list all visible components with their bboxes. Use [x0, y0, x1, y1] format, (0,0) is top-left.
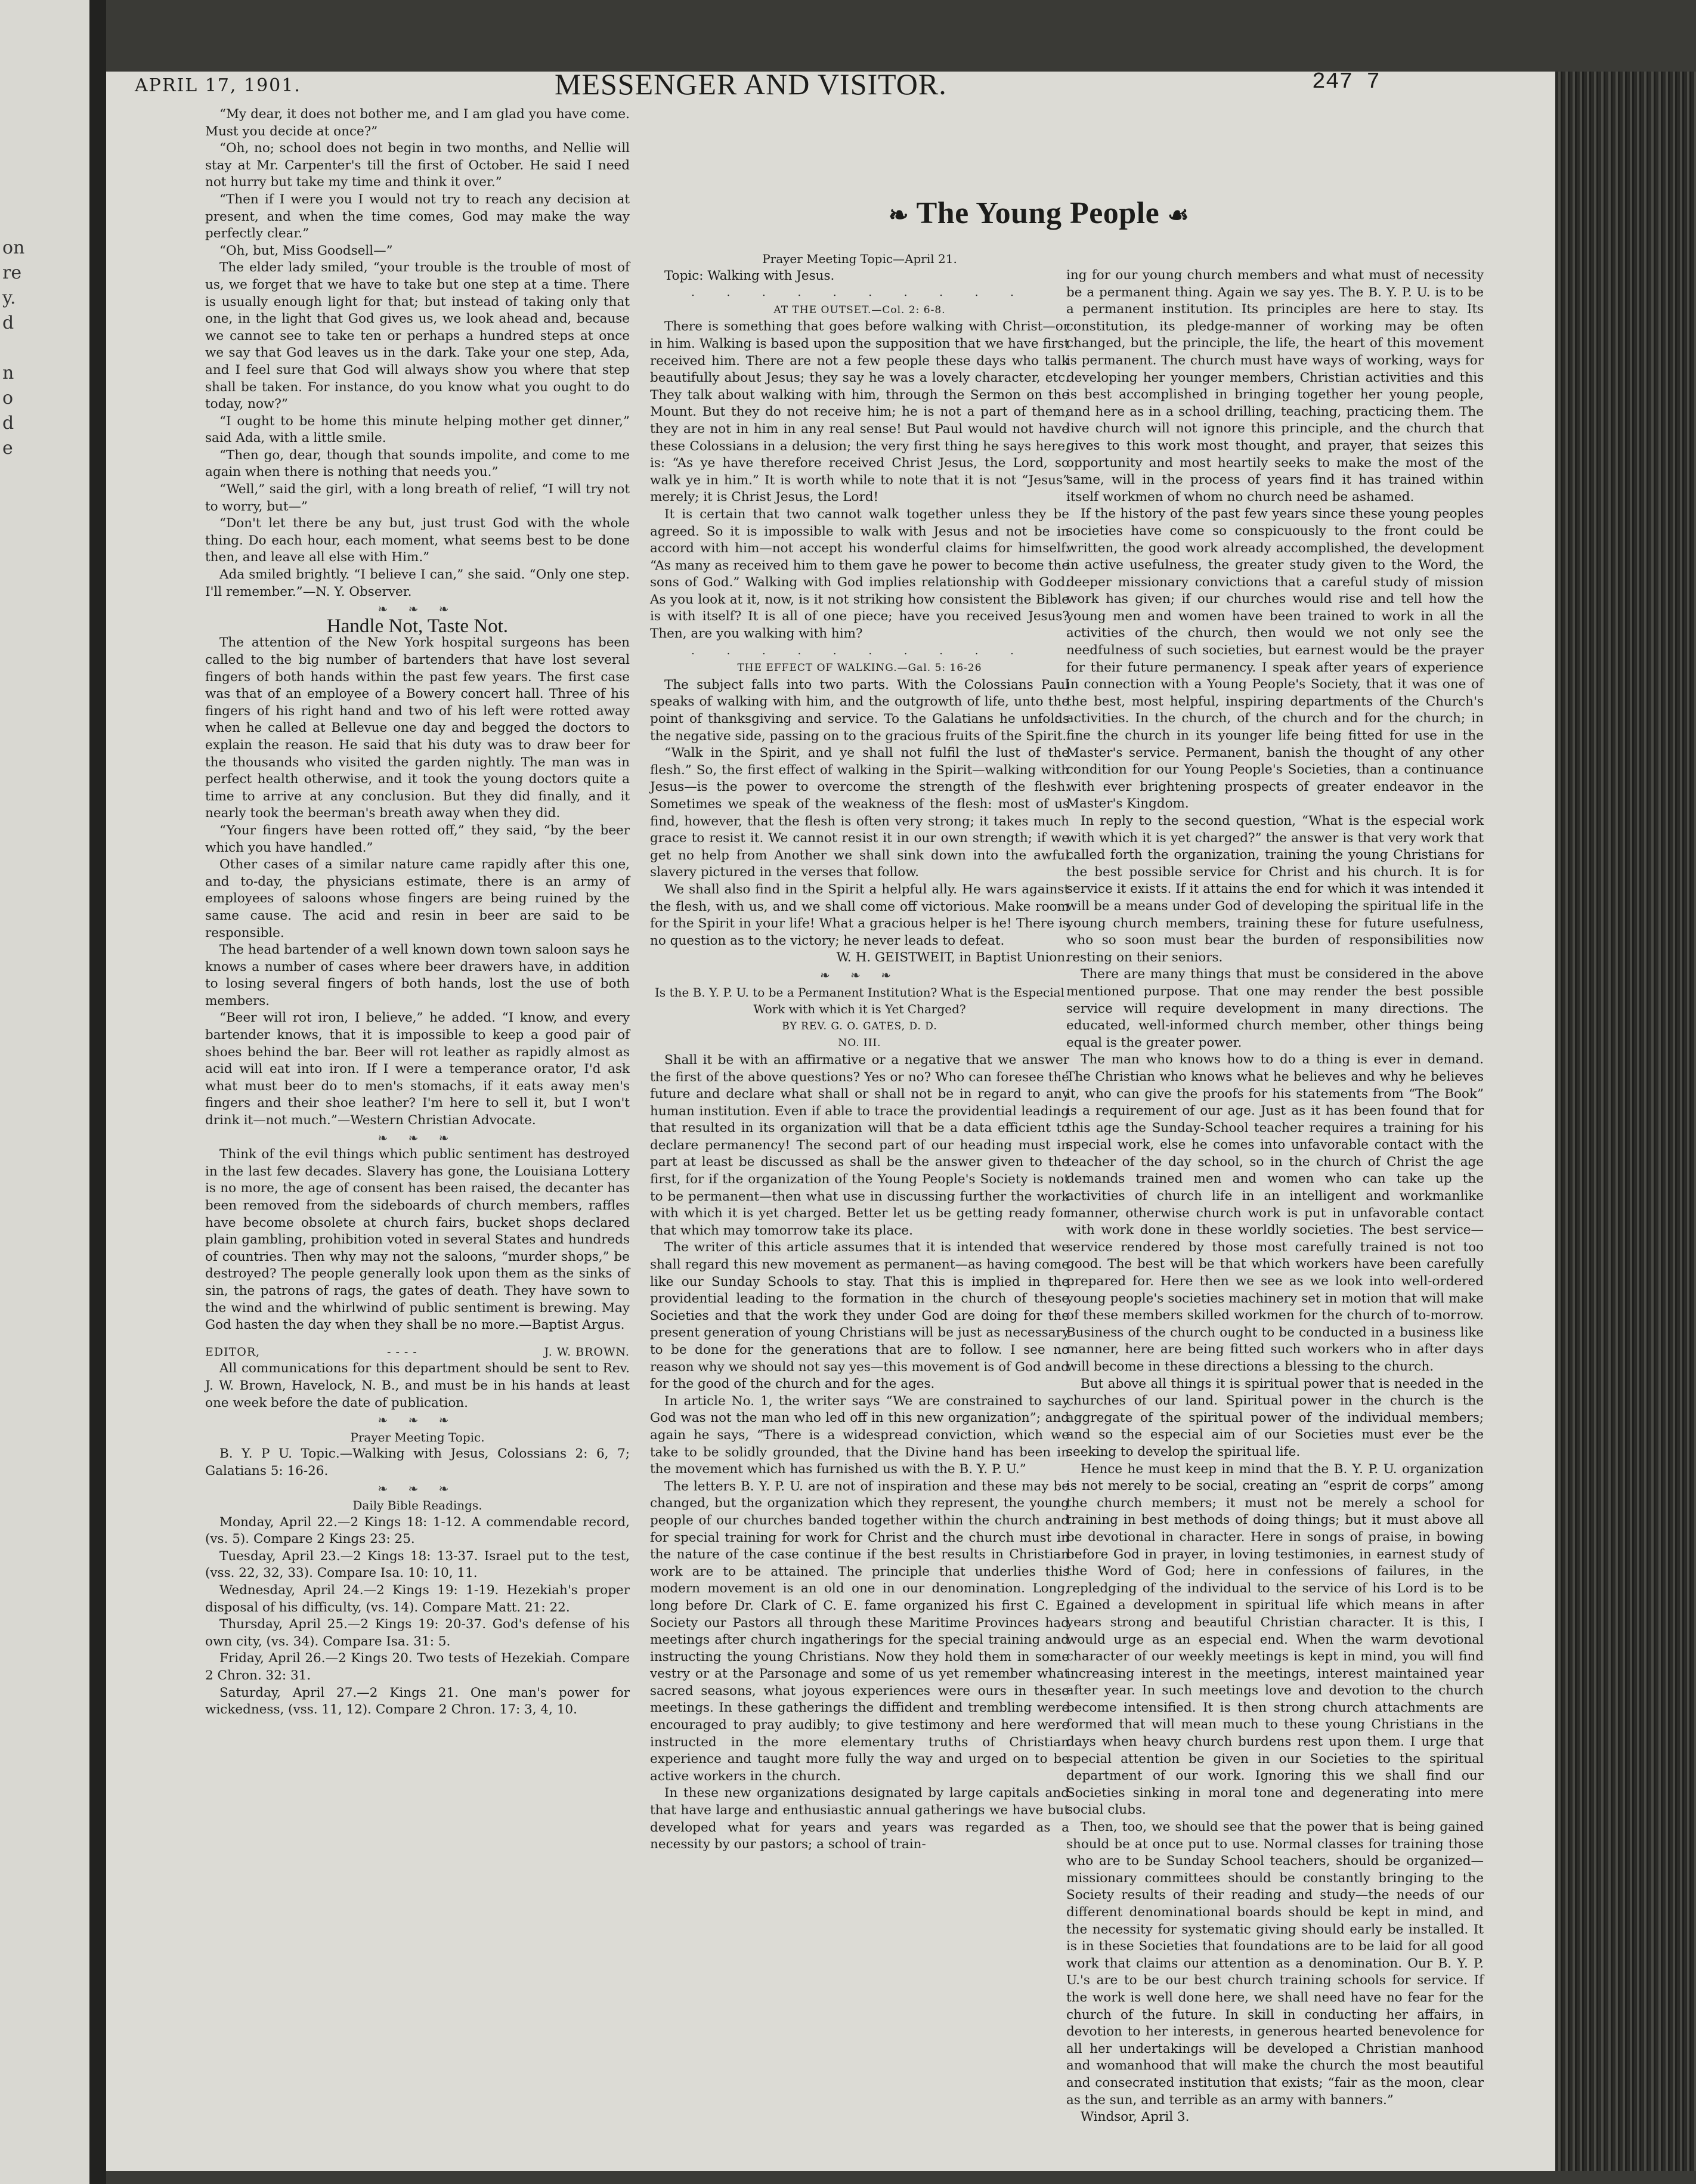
story-paragraph: The elder lady smiled, “your trouble is the trouble of most of us, we forget that we have to take but one step at a time. There is usually enough light for that; but instead of taking only that one, in the light that God gives us, we look ahead and, because we cannot see to take ten or perhaps a hundred steps at once we say that God leaves us in the dark. Take your one step, Ada, and I feel sure that God will always show you where that step shall be taken. For instance, do you know what you ought to do today, now?” [205, 260, 630, 412]
story-paragraph: “Oh, no; school does not begin in two months, and Nellie will stay at Mr. Carpenter's till the first of October. He said I need not hurry but take my time and think it over.” [205, 141, 630, 190]
section-caption: AT THE OUTSET.—Col. 2: 6-8. [773, 304, 946, 316]
article-number: NO. III. [838, 1037, 881, 1050]
column-3 [1066, 267, 1484, 2126]
masthead: MESSENGER AND VISITOR. [555, 67, 947, 101]
page-stack-edge [1555, 72, 1696, 2171]
article-heading: Handle Not, Taste Not. [326, 615, 509, 637]
article-paragraph: The head bartender of a well known down town saloon says he knows a number of cases where beer drawers have, in addition to losing several fingers of both hands, lost the use of both members. [205, 942, 630, 1009]
column-2 [650, 250, 1069, 1854]
ornament-divider: ❧ ❧ ❧ [377, 1130, 457, 1145]
fleuron-icon: ❧ [889, 202, 909, 228]
signature: W. H. GEISTWEIT, in Baptist Union. [836, 950, 1069, 966]
prev-page-fragment: y. [2, 287, 16, 308]
subheading: Daily Bible Readings. [352, 1498, 482, 1513]
department-title-text: The Young People [916, 196, 1160, 230]
topic-line: Topic: Walking with Jesus. [664, 268, 835, 283]
department-title [889, 196, 1189, 231]
prev-page-fragment: o [2, 388, 14, 409]
article-paragraph: It is certain that two cannot walk together unless they be agreed. So it is impossible to walk with Jesus and not be in accord with him—not accept his wonderful claims for himself. “As many as received him to them gave he power to become the sons of God.” Walking with God implies relationship with God. As you look at it, now, is it not striking how consistent the Bible is with itself? It is all of one piece; have you received Jesus? Then, are you walking with him? [650, 506, 1069, 642]
article-paragraph: In these new organizations designated by large capitals and that have large and enthusiastic annual gatherings we have but developed what for years and years was regarded as a necessity by our pastors; a school of train- [650, 1786, 1069, 1852]
subheading: Prayer Meeting Topic. [350, 1430, 485, 1444]
prev-page-fragment: re [2, 262, 22, 283]
article-title: Is the B. Y. P. U. to be a Permanent Institution? What is the Especial Work with which it is Yet Charged? [655, 985, 1064, 1017]
editor-name: J. W. BROWN. [544, 1345, 630, 1359]
dotted-divider: . . . . . . . . . . [691, 286, 1028, 299]
story-paragraph: “Don't let there be any but, just trust God with the whole thing. Do each hour, each moment, what seems best to be done then, and leave all else with Him.” [205, 516, 630, 565]
prev-page-fragment: d [2, 313, 14, 333]
article-paragraph: Other cases of a similar nature came rapidly after this one, and to-day, the physicians estimate, there is an army of employees of saloons whose fingers are being ruined by the same cause. The acid and resin in beer are said to be responsible. [205, 857, 630, 941]
ornament-divider: ❧ ❧ ❧ [377, 1413, 457, 1428]
article-paragraph: Then, too, we should see that the power that is being gained should be at once put to use. Normal classes for training those who are to be Sunday School teachers, should be organized—missionary committees should be constantly bringing to the Society results of their reading and study—the needs of our different denominational boards should be kept in mind, and the necessity for systematic giving should early be installed. It is in these Societies that foundations are to be laid for all good work that claims our attention as a denomination. Our B. Y. P. U.'s are to be our best church training schools for service. If the work is well done here, we shall need have no fear for the church of the future. In skill in conducting her affairs, in devotion to her interests, in generous hearted benevolence for all her undertakings will be developed a Christian manhood and womanhood that will make the church the most beautiful and consecrated institution that exists; “fair as the moon, clear as the sun, and terrible as an army with banners.” [1066, 1820, 1484, 2108]
reading-item: Thursday, April 25.—2 Kings 19: 20-37. God's defense of his own city, (vs. 34). Compare Isa. 31: 5. [205, 1617, 630, 1649]
article-paragraph: Hence he must keep in mind that the B. Y. P. U. organization is not merely to be social, creating an “esprit de corps” among the church members; it must not be merely a school for training in best methods of doing things; but it must above all be devotional in character. Here in songs of praise, in bowing before God in prayer, in loving testimonies, in earnest study of the Word of God; here in confessions of failures, in the repledging of the individual to the service of his Lord is to be gained a development in spiritual life which means in after years strong and beautiful Christian character. It is this, I would urge as an especial end. When the warm devotional character of our weekly meetings is kept in mind, you will find increasing interest in the meetings, interest maintained year after year. In such meetings love and devotion to the church become intensified. It is then strong church attachments are formed that will mean much to these young Christians in the days when heavy church burdens rest upon them. I urge that special attention be given in our Societies to the spiritual department of our work. Ignoring this we shall find our Societies sinking in moral tone and degenerating into mere social clubs. [1066, 1461, 1484, 1818]
article-paragraph: “Walk in the Spirit, and ye shall not fulfil the lust of the flesh.” So, the first effect of walking in the Spirit—walking with Jesus—is the power to overcome the strength of the flesh. Sometimes we speak of the weakness of the flesh: most of us find, however, that the flesh is often very strong; it takes much grace to resist it. We cannot resist it in our own strength; if we get no help from Another we shall sink down into the awful slavery pictured in the verses that follow. [650, 745, 1069, 880]
prev-page-fragment: d [2, 413, 14, 434]
page-number: 247 7 [1312, 69, 1381, 95]
article-paragraph: “Your fingers have been rotted off,” they said, “by the beer which you have handled.” [205, 822, 630, 855]
article-paragraph: In reply to the second question, “What is the especial work with which it is yet charged?” the answer is that very work that called forth the organization, training the young Christians for the best possible service for Christ and his church. It is for service it exists. If it attains the end for which it was intended it will be a means under God of developing the spiritual life in the young church members, training these for future usefulness, who so soon must bear the burden of responsibilities now resting on their seniors. [1066, 813, 1484, 965]
editor-line [205, 1344, 630, 1361]
article-paragraph: “Beer will rot iron, I believe,” he added. “I know, and every bartender knows, that it is impossible to keep a good pair of shoes behind the bar. Beer will rot leather as rapidly almost as acid will eat into iron. If I were a temperance orator, I'd ask what must beer do to men's stomachs, if it eats away men's fingers and their shoe leather? I'm here to sell it, but I won't drink it—not much.”—Western Christian Advocate. [205, 1010, 630, 1128]
article-paragraph: ing for our young church members and what must of necessity be a permanent thing. Again we say yes. The B. Y. P. U. is to be a permanent institution. Its principles are here to stay. Its constitution, its pledge-manner of working may be often changed, but the principle, the life, the heart of this movement is permanent. The church must have ways of working, ways for developing her younger members, Christian activities and this is best accomplished in bringing together her young people, and here as in a school drilling, teaching, practicing them. The live church will not ignore this principle, and the church that gives to this work most thought, and prayer, that seizes this opportunity and most heartily seeks to make the most of the same, will in the process of years find it has trained within itself workmen of whom no church need be ashamed. [1066, 268, 1484, 505]
article-paragraph: There are many things that must be considered in the above mentioned purpose. That one may render the best possible service will require development in many directions. The educated, well-informed church member, other things being equal is the greater power. [1066, 967, 1484, 1050]
article-paragraph: The man who knows how to do a thing is ever in demand. The Christian who knows what he believes and why he believes it, who can give the proofs for his statements from “The Book” is a requirement of our age. Just as it has been found that for this age the Sunday-School teacher requires a training for his special work, else he comes into unfavorable contact with the teacher of the day school, so in the church of Christ the age demands trained men and women who can take up the activities of church life in an intelligent and workmanlike manner, otherwise church work is put in unfavorable contact with work done in these worldly societies. The best service—service rendered by those most carefully trained is not too good. The best will be that which workers have been carefully prepared for. Here then we see as we look into well-ordered young people's societies machinery set in motion that will make of these members skilled workmen for the church of to-morrow. Business of the church ought to be conducted in a business like manner, here are being fitted such workers who in after days will become in these directions a blessing to the church. [1066, 1052, 1484, 1374]
story-paragraph: Ada smiled brightly. “I believe I can,” she said. “Only one step. I'll remember.”—N. Y. Observer. [205, 567, 630, 599]
reading-item: Wednesday, April 24.—2 Kings 19: 1-19. Hezekiah's proper disposal of his difficulty, (vs. 14). Compare Matt. 21: 22. [205, 1583, 630, 1615]
story-paragraph: “Oh, but, Miss Goodsell—” [219, 243, 393, 258]
reading-item: Monday, April 22.—2 Kings 18: 1-12. A commendable record, (vs. 5). Compare 2 Kings 23: 25. [205, 1514, 630, 1547]
ornament-divider: ❧ ❧ ❧ [377, 602, 457, 617]
ornament-divider: ❧ ❧ ❧ [820, 967, 899, 982]
article-paragraph: There is something that goes before walking with Christ—or in him. Walking is based upon the supposition that we have first received him. There are not a few people these days who talk beautifully about Jesus; they say he was a lovely character, etc. They talk about walking with him, through the Sermon on the Mount. But they do not receive him; he is not a part of them; they are not in him in any real sense! But Paul would not have these Colossians in a delusion; the very first thing he says here, is: “As ye have therefore received Christ Jesus, the Lord, so walk ye in him.” It is worth while to note that it is not “Jesus” merely; it is Christ Jesus, the Lord! [650, 319, 1069, 505]
story-paragraph: “Well,” said the girl, with a long breath of relief, “I will try not to worry, but—” [205, 482, 630, 514]
topic-text: B. Y. P U. Topic.—Walking with Jesus, Colossians 2: 6, 7; Galatians 5: 16-26. [205, 1446, 630, 1478]
prev-page-fragment: e [2, 438, 13, 459]
dotted-divider: . . . . . . . . . . [691, 644, 1028, 657]
article-paragraph: If the history of the past few years since these young peoples societies have come so conspicuously to the front could be written, the good work already accomplished, the development in active usefulness, the greater study given to the Word, the deeper missionary convictions that a careful study of mission work has given; if our churches would rise and tell how the young men and women have been trained to work in all the activities of the church, then would we not only see the needfulness of such societies, but earnest would be the prayer for their future permanency. I speak after years of experience in connection with a Young People's Society, that it was one of the best, most helpful, inspiring departments of the Church's activities. In the church, of the church and for the church; in fine the church in its younger life being fitted for use in the Master's service. Permanent, banish the thought of any other condition for our Young People's Societies, than a continuance with ever brightening prospects of greater endeavor in the Master's Kingdom. [1066, 506, 1484, 812]
fleuron-icon: ☙ [1167, 202, 1190, 228]
article-paragraph: Shall it be with an affirmative or a negative that we answer the first of the above questions? Yes or no? Who can foresee the future and declare what shall or shall not be in regard to any human institution. Even if able to trace the providential leading that resulted in its organization will that be a data efficient to declare permanency! The second part of our heading must in part at least be discussed as shall be the answer given to the first, for if the organization of the Young People's Society is not to be permanent—then what use in discussing further the work with which it is yet charged. Better let us be getting ready for that which may tomorrow take its place. [650, 1052, 1069, 1238]
editor-dashes: - - - - [387, 1345, 417, 1359]
story-paragraph: “My dear, it does not bother me, and I am glad you have come. Must you decide at once?” [205, 107, 630, 139]
reading-item: Friday, April 26.—2 Kings 20. Two tests of Hezekiah. Compare 2 Chron. 32: 31. [205, 1651, 630, 1684]
article-paragraph: But above all things it is spiritual power that is needed in the churches of our land. Spiritual power in the church is the aggregate of the spiritual power of the individual members; and so the especial aim of our Societies must ever be the seeking to develop the spiritual life. [1066, 1376, 1484, 1459]
article-paragraph: Think of the evil things which public sentiment has destroyed in the last few decades. Slavery has gone, the Louisiana Lottery is no more, the age of consent has been raised, the decanter has been removed from the sideboards of church members, raffles have become obsolete at church fairs, bucket shops declared plain gambling, prohibition voted in several States and hundreds of countries. Then why may not the saloons, “murder shops,” be destroyed? The people generally look upon them as the sinks of sin, the patrons of rags, the gates of death. They have sown to the wind and the whirlwind of public sentiment is brewing. May God hasten the day when they shall be no more.—Baptist Argus. [205, 1147, 630, 1333]
binding-gutter [89, 0, 106, 2184]
prev-page-fragment: n [2, 363, 14, 383]
reading-item: Saturday, April 27.—2 Kings 21. One man's power for wickedness, (vss. 11, 12). Compare 2 Chron. 17: 3, 4, 10. [205, 1685, 630, 1718]
article-paragraph: The letters B. Y. P. U. are not of inspiration and these may be changed, but the organization which they represent, the young people of our churches banded together within the church and for special training for work for Christ and the church must in the nature of the case continue if the best results in Christian work are to be attained. The principle that underlies this modern movement is an old one in our denomination. Long, long before Dr. Clark of C. E. fame organized his first C. E. Society our Pastors all through these Maritime Provinces had meetings after church ingatherings for the special training and instructing the young Christians. Now they hold them in some vestry or at the Parsonage and some of us yet remember what sacred seasons, what joyous experiences were ours in these meetings. In these gatherings the diffident and trembling were encouraged to pray audibly; to give testimony and here were instructed in the more elementary truths of Christian experience and taught more fully the way and urged on to be active workers in the church. [650, 1478, 1069, 1784]
header-date: APRIL 17, 1901. [135, 75, 301, 96]
article-paragraph: In article No. 1, the writer says “We are constrained to say God was not the man who led off in this new organization”; and again he says, “There is a widespread conviction, which we take to be solidly grounded, that the Divine hand has been in the movement which has furnished us with the B. Y. P. U.” [650, 1393, 1069, 1477]
story-paragraph: “I ought to be home this minute helping mother get dinner,” said Ada, with a little smile. [205, 413, 630, 446]
communications-notice: All communications for this department should be sent to Rev. J. W. Brown, Havelock, N. B., and must be in his hands at least one week before the date of publication. [205, 1361, 630, 1410]
article-paragraph: The attention of the New York hospital surgeons has been called to the big number of bartenders that have lost several fingers of both hands within the past few years. The first case was that of an employee of a Bowery concert hall. Three of his fingers of his right hand and two of his left were rotted away when he called at Bellevue one day and begged the doctors to explain the reason. He said that his duty was to draw beer for the thousands who visited the garden nightly. The man was in perfect health otherwise, and it took the young doctors quite a time to arrive at any conclusion. But they did finally, and it nearly took the beerman's breath away when they did. [205, 635, 630, 821]
reading-item: Tuesday, April 23.—2 Kings 18: 13-37. Israel put to the test, (vss. 22, 32, 33). Compare Isa. 10: 10, 11. [205, 1548, 630, 1581]
prev-page-fragment: on [2, 237, 25, 258]
byline: BY REV. G. O. GATES, D. D. [782, 1020, 937, 1032]
previous-page-strip [0, 0, 89, 2184]
section-caption: THE EFFECT OF WALKING.—Gal. 5: 16-26 [737, 662, 982, 675]
article-paragraph: We shall also find in the Spirit a helpful ally. He wars against the flesh, with us, and we shall come off victorious. Make room for the Spirit in your life! What a gracious helper is he! There is no question as to the victory; he never leads to defeat. [650, 881, 1069, 948]
subheading: Prayer Meeting Topic—April 21. [762, 252, 957, 266]
ornament-divider: ❧ ❧ ❧ [377, 1481, 457, 1496]
article-paragraph: The writer of this article assumes that it is intended that we shall regard this new movement as permanent—as having come like our Sunday Schools to stay. That this is implied in the providential leading to the formation in the church of these Societies and that the work they under God are doing for the present generation of young Christians will be just as necessary to be done for the generations that are to follow. I see no reason why we should not say yes—this movement is of God and for the good of the church and for the ages. [650, 1240, 1069, 1392]
article-paragraph: The subject falls into two parts. With the Colossians Paul speaks of walking with him, and the outgrowth of life, unto the point of thanksgiving and service. To the Galatians he unfolds the negative side, passing on to the gracious fruits of the Spirit. [650, 677, 1069, 744]
editor-label: EDITOR, [205, 1345, 261, 1359]
story-paragraph: “Then go, dear, though that sounds impolite, and come to me again when there is nothing that needs you.” [205, 447, 630, 480]
column-1 [205, 106, 630, 1719]
dateline: Windsor, April 3. [1081, 2109, 1190, 2125]
story-paragraph: “Then if I were you I would not try to reach any decision at present, and when the time comes, God may make the way perfectly clear.” [205, 191, 630, 242]
